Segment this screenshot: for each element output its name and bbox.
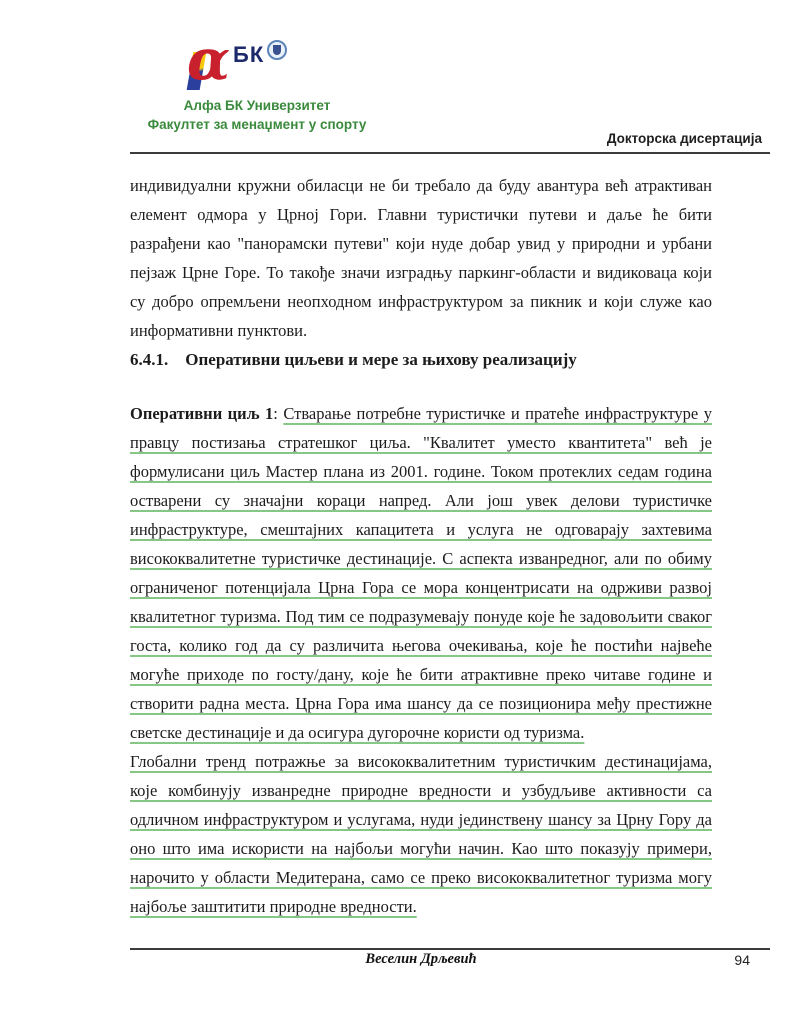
operative-goal-underlined-text: Стварање потребне туристичке и пратеће инфраструктуре у правцу постизања стратешког циља. "Квалитет уместо квантитета" већ је формулисани циљ Мастер плана из 2001. године. Током протеклих седам година остварени су значајни кораци напред. Али још увек делови туристичке инфраструктуре, смештајних капацитета и услуга не одговарају захтевима висококвалитетне туристичке дестинације. С аспекта изванредног, али по обиму ограниченог потенцијала Црна Гора се мора концентрисати на одрживи развој квалитетног туризма. Под тим се подразумевају понуде које ће задовољити сваког госта, колико год да су различита његова очекивања, које ће постићи највеће могуће приходе по госту/дану, које ће бити атрактивне преко читаве године и створити радна места. Црна Гора има шансу да се позиционира међу престижне светске дестинације и да осигура дугорочне користи од туризма. bbox=[130, 404, 712, 742]
paragraph-operative-goal bbox=[130, 399, 712, 747]
paragraph-global-trend bbox=[130, 747, 712, 921]
footer-author: Веселин Дрљевић bbox=[365, 951, 477, 967]
faculty-name: Факултет за менаџмент у спорту bbox=[147, 117, 367, 132]
institution-block bbox=[128, 96, 386, 134]
footer-rule bbox=[130, 948, 770, 950]
header-rule bbox=[130, 152, 770, 154]
seal-shield-icon bbox=[273, 45, 281, 55]
section-title: Оперативни циљеви и мере за њихову реализацију bbox=[185, 350, 577, 369]
section-number: 6.4.1. bbox=[130, 350, 169, 369]
alpha-logo bbox=[183, 27, 235, 96]
operative-goal-label: Оперативни циљ 1 bbox=[130, 404, 274, 423]
section-heading bbox=[130, 345, 712, 374]
operative-goal-separator: : bbox=[273, 404, 284, 423]
university-logo bbox=[183, 27, 303, 98]
university-name: Алфа БК Универзитет bbox=[183, 98, 331, 113]
global-trend-underlined-text: Глобални тренд потражње за висококвалитетним туристичким дестинацијама, које комбинују изванредне природне вредности и узбудљиве активности са одличном инфраструктуром и услугама, нуди јединствену шансу за Црну Гору да оно што има искористи на најбољи могући начин. Као што показују примери, нарочито у области Медитерана, само се преко висококвалитетног туризма могу најбоље заштитити природне вредности. bbox=[130, 752, 712, 916]
document-type-label: Докторска дисертација bbox=[606, 131, 762, 146]
paragraph-tourism-routes: индивидуални кружни обиласци не би требало да буду авантура већ атрактиван елемент одмора у Црној Гори. Главни туристички путеви и даље ће бити разрађени као "панорамски путеви" који нуде добар увид у природни и урбани пејзаж Црне Горе. То такође значи изградњу паркинг-области и видиковаца који су добро опремљени неопходном инфраструктуром за пикник и који служе као информативни пунктови. bbox=[130, 176, 712, 340]
page-number: 94 bbox=[734, 952, 750, 968]
alpha-glyph: α bbox=[187, 27, 231, 93]
bk-logo-text: БК bbox=[233, 42, 265, 67]
university-seal-icon bbox=[267, 40, 287, 60]
page-body bbox=[130, 171, 712, 921]
